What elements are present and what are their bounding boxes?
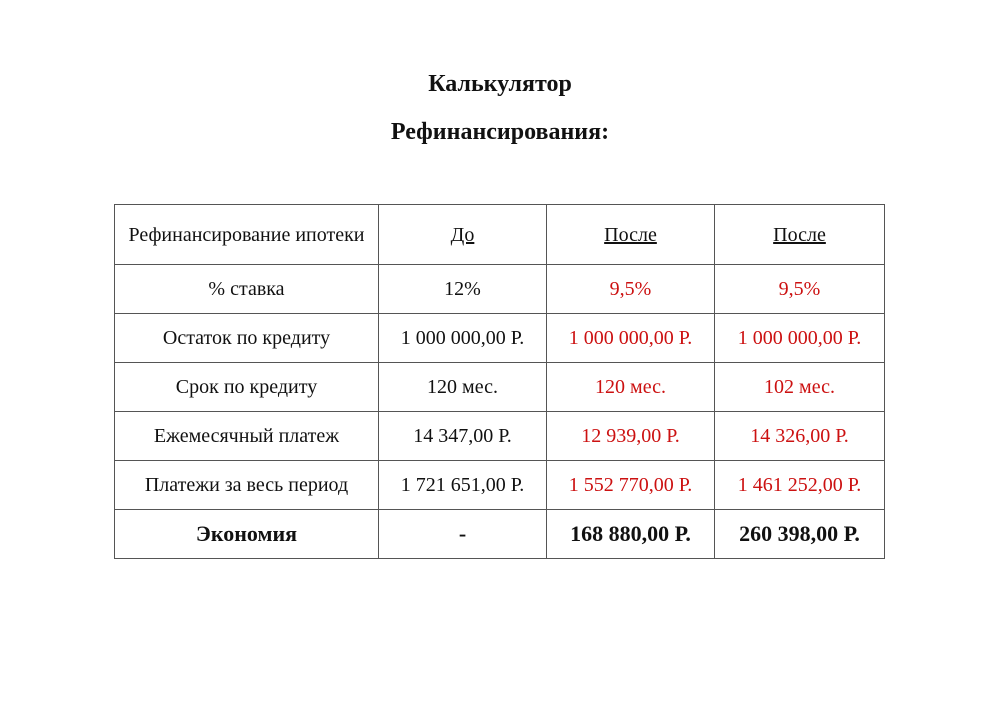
table-row	[115, 363, 885, 412]
refinance-table	[114, 204, 885, 559]
table-header-row	[115, 205, 885, 265]
term-after-1: 120 мес.	[547, 363, 715, 412]
header-before-text: До	[450, 223, 475, 246]
row-label-rate: % ставка	[115, 265, 379, 314]
term-before: 120 мес.	[379, 363, 547, 412]
table-row	[115, 314, 885, 363]
row-label-savings: Экономия	[115, 510, 379, 559]
savings-after-1: 168 880,00 Р.	[547, 510, 715, 559]
rate-before: 12%	[379, 265, 547, 314]
savings-row	[115, 510, 885, 559]
row-label-balance: Остаток по кредиту	[115, 314, 379, 363]
balance-after-2: 1 000 000,00 Р.	[715, 314, 885, 363]
page-title: Калькулятор	[428, 71, 572, 97]
row-label-term: Срок по кредиту	[115, 363, 379, 412]
header-after-1	[547, 205, 715, 265]
header-after-2	[715, 205, 885, 265]
monthly-after-2: 14 326,00 Р.	[715, 412, 885, 461]
table-row	[115, 461, 885, 510]
header-after-2-text: После	[773, 223, 826, 246]
total-payments-after-2: 1 461 252,00 Р.	[715, 461, 885, 510]
header-label: Рефинансирование ипотеки	[115, 205, 379, 265]
page-subtitle: Рефинансирования:	[390, 119, 610, 145]
table-row	[115, 412, 885, 461]
total-payments-after-1: 1 552 770,00 Р.	[547, 461, 715, 510]
balance-after-1: 1 000 000,00 Р.	[547, 314, 715, 363]
header-after-1-text: После	[604, 223, 657, 246]
rate-after-2: 9,5%	[715, 265, 885, 314]
rate-after-1: 9,5%	[547, 265, 715, 314]
monthly-after-1: 12 939,00 Р.	[547, 412, 715, 461]
savings-before: -	[379, 510, 547, 559]
row-label-monthly: Ежемесячный платеж	[115, 412, 379, 461]
monthly-before: 14 347,00 Р.	[379, 412, 547, 461]
term-after-2: 102 мес.	[715, 363, 885, 412]
savings-after-2: 260 398,00 Р.	[715, 510, 885, 559]
table-row	[115, 265, 885, 314]
balance-before: 1 000 000,00 Р.	[379, 314, 547, 363]
row-label-total-payments: Платежи за весь период	[115, 461, 379, 510]
total-payments-before: 1 721 651,00 Р.	[379, 461, 547, 510]
header-before	[379, 205, 547, 265]
